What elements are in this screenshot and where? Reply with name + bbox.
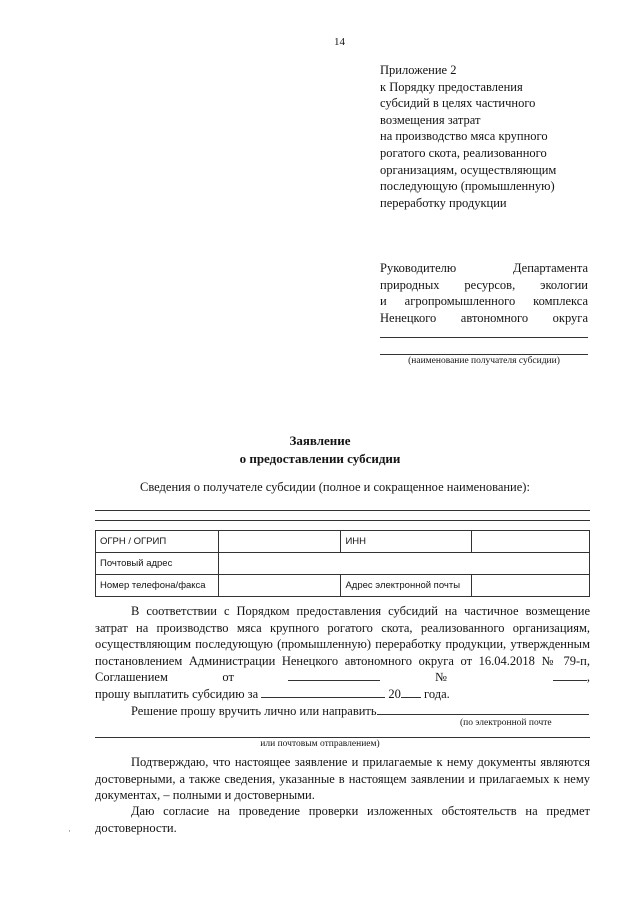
year-field[interactable] <box>401 686 421 698</box>
document-title: Заявление <box>289 433 351 448</box>
document-subtitle: о предоставлении субсидии <box>239 451 401 466</box>
agreement-number-field[interactable] <box>553 669 587 681</box>
recipient-blank-line-1[interactable] <box>380 337 588 338</box>
paragraph-consent <box>95 803 590 836</box>
request-text: прошу выплатить субсидию за <box>95 686 259 701</box>
recipient-caption: (наименование получателя субсидии) <box>408 356 560 366</box>
consent-text: Даю согласие на проведение проверки изложенных обстоятельств на предмет достоверности. <box>95 804 590 835</box>
appendix-block <box>380 62 610 211</box>
appendix-line: к Порядку предоставления <box>380 79 523 94</box>
paragraph-request <box>95 603 590 703</box>
email-value-cell[interactable] <box>472 575 590 597</box>
ogrn-value-cell[interactable] <box>218 531 341 553</box>
recipient-block <box>380 260 588 326</box>
email-label: Адрес электронной почты <box>341 575 472 597</box>
appendix-line: рогатого скота, реализованного <box>380 145 547 160</box>
number-sign: № <box>435 670 499 685</box>
name-blank-line-1[interactable] <box>95 510 590 511</box>
recipient-line: Руководителю Департамента <box>380 261 588 275</box>
phone-value-cell[interactable] <box>218 575 341 597</box>
table-row <box>96 575 590 597</box>
year-prefix: 20 <box>388 686 401 701</box>
phone-label: Номер телефона/факса <box>96 575 219 597</box>
appendix-line: Приложение 2 <box>380 63 457 77</box>
appendix-line: возмещения затрат <box>380 112 481 127</box>
margin-mark: · <box>68 826 71 836</box>
delivery-caption-2: или почтовым отправлением) <box>260 739 380 749</box>
delivery-blank-line[interactable] <box>95 737 590 738</box>
appendix-line: субсидий в целях частичного <box>380 96 536 111</box>
delivery-method-field[interactable] <box>377 703 589 715</box>
table-row <box>96 553 590 575</box>
comma: , <box>586 670 590 685</box>
appendix-line: на производство мяса крупного <box>380 129 548 144</box>
confirmation-text: Подтверждаю, что настоящее заявление и прилагаемые к нему документы являются достоверными, а также сведения, указанные в настоящем заявлении и прилагаемых к нему документах, – полными и достоверными. <box>95 755 590 803</box>
recipient-line: Ненецкого автономного округа <box>380 310 588 325</box>
name-blank-line-2[interactable] <box>95 520 590 521</box>
delivery-text: Решение прошу вручить лично или направить <box>131 704 377 718</box>
page-number: 14 <box>334 36 345 48</box>
appendix-line: организациям, осуществляющим <box>380 162 557 177</box>
recipient-blank-line-2[interactable] <box>380 354 588 355</box>
subsidy-period-field[interactable] <box>261 686 385 698</box>
address-label: Почтовый адрес <box>96 553 219 575</box>
appendix-line: переработку продукции <box>380 195 507 210</box>
year-suffix: года. <box>424 686 450 701</box>
delivery-caption-1: (по электронной почте <box>460 718 552 728</box>
inn-value-cell[interactable] <box>472 531 590 553</box>
inn-label: ИНН <box>341 531 472 553</box>
appendix-line: последующую (промышленную) <box>380 179 555 194</box>
agreement-date-field[interactable] <box>288 669 380 681</box>
recipient-line: и агропромышленного комплекса <box>380 294 588 309</box>
table-row <box>96 531 590 553</box>
recipient-info-table <box>95 530 590 597</box>
address-value-cell[interactable] <box>218 553 589 575</box>
paragraph-request-text: В соответствии с Порядком предоставления субсидий на частичное возмещение затрат на производство мяса крупного рогатого скота, реализованного организациям, осуществляющим последующую (промышленную) переработку продукции, утвержденным постановлением Администрации Ненецкого автономного округа от 16.04.2018 № 79-п, Соглашением от <box>95 604 590 685</box>
intro-text: Сведения о получателе субсидии (полное и сокращенное наименование): <box>140 480 530 494</box>
ogrn-label: ОГРН / ОГРИП <box>96 531 219 553</box>
recipient-line: природных ресурсов, экологии <box>380 277 588 292</box>
paragraph-confirmation <box>95 754 590 804</box>
